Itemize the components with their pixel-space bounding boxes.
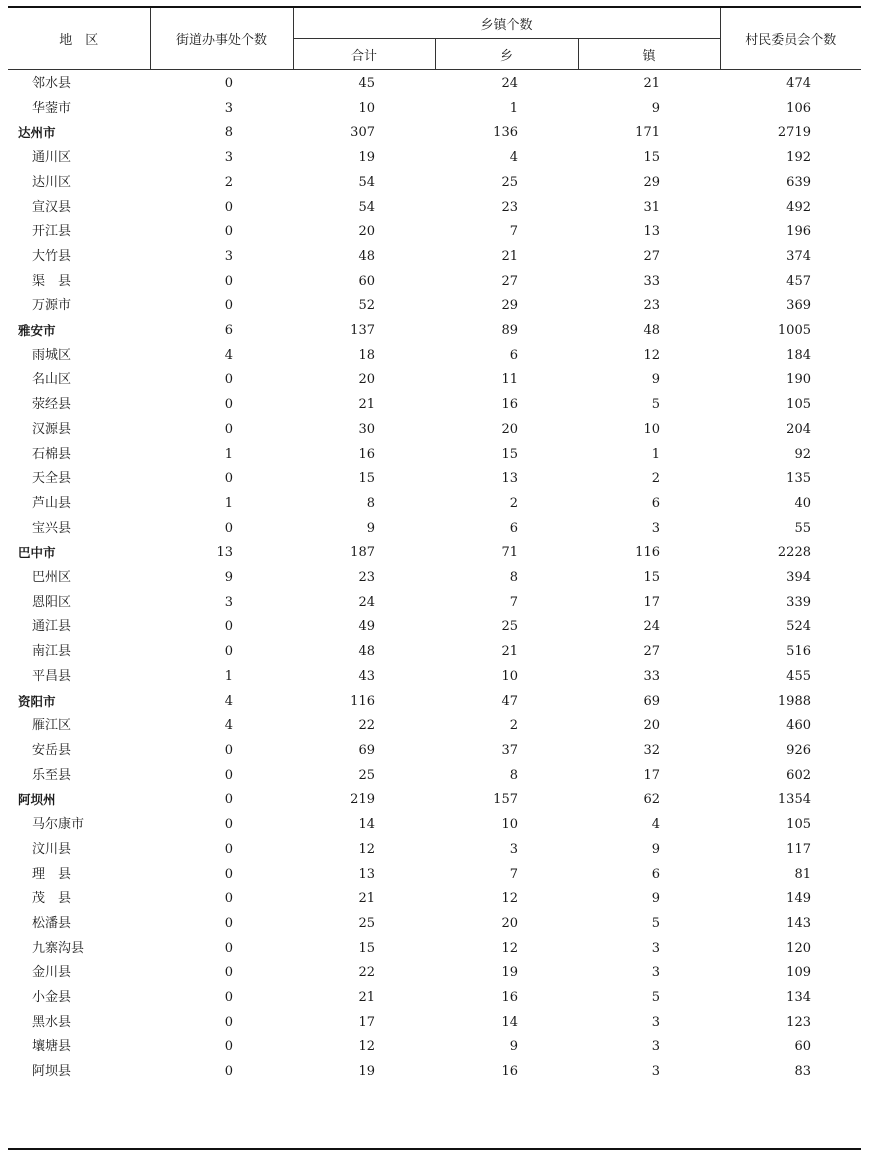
table-row xyxy=(8,615,861,640)
cell-street-offices: 0 xyxy=(224,298,233,314)
cell-townships-total: 16 xyxy=(358,446,375,462)
cell-townships-total: 48 xyxy=(358,644,375,660)
cell-street-offices: 0 xyxy=(224,866,233,882)
cell-xiang: 47 xyxy=(501,693,518,709)
cell-townships-total: 21 xyxy=(358,397,375,413)
cell-zhen: 9 xyxy=(651,891,660,907)
cell-village-committees: 55 xyxy=(794,520,811,536)
cell-region: 资阳市 xyxy=(18,693,56,709)
cell-village-committees: 602 xyxy=(786,767,811,783)
cell-townships-total: 15 xyxy=(358,940,375,956)
cell-townships-total: 8 xyxy=(366,495,375,511)
cell-village-committees: 83 xyxy=(794,1064,811,1080)
cell-zhen: 4 xyxy=(651,817,660,833)
cell-townships-total: 30 xyxy=(358,421,375,437)
cell-townships-total: 15 xyxy=(358,471,375,487)
cell-townships-total: 54 xyxy=(358,199,375,215)
table-row xyxy=(8,1060,861,1085)
cell-village-committees: 369 xyxy=(786,298,811,314)
table-row xyxy=(8,270,861,295)
cell-region: 渠 县 xyxy=(32,273,72,289)
cell-region: 通川区 xyxy=(32,150,72,166)
cell-region: 荥经县 xyxy=(32,397,72,413)
cell-region: 南江县 xyxy=(32,644,72,660)
cell-zhen: 5 xyxy=(651,397,660,413)
cell-xiang: 7 xyxy=(509,866,518,882)
cell-region: 万源市 xyxy=(32,298,72,314)
cell-street-offices: 3 xyxy=(224,150,233,166)
cell-village-committees: 92 xyxy=(794,446,811,462)
table-row xyxy=(8,171,861,196)
cell-street-offices: 0 xyxy=(224,891,233,907)
cell-zhen: 3 xyxy=(651,1039,660,1055)
cell-region: 通江县 xyxy=(32,619,72,635)
cell-zhen: 171 xyxy=(635,125,660,141)
cell-region: 天全县 xyxy=(32,471,72,487)
cell-zhen: 21 xyxy=(643,76,660,91)
cell-zhen: 17 xyxy=(643,767,660,783)
table-row xyxy=(8,393,861,418)
cell-street-offices: 0 xyxy=(224,644,233,660)
cell-region: 松潘县 xyxy=(32,915,72,931)
cell-townships-total: 22 xyxy=(358,718,375,734)
cell-xiang: 8 xyxy=(509,767,518,783)
table-row xyxy=(8,764,861,789)
cell-xiang: 16 xyxy=(501,990,518,1006)
cell-street-offices: 0 xyxy=(224,273,233,289)
cell-village-committees: 516 xyxy=(786,644,811,660)
cell-village-committees: 105 xyxy=(786,397,811,413)
cell-townships-total: 18 xyxy=(358,347,375,363)
cell-street-offices: 0 xyxy=(224,792,233,808)
cell-townships-total: 21 xyxy=(358,990,375,1006)
cell-xiang: 21 xyxy=(501,248,518,264)
table-row xyxy=(8,690,861,715)
cell-zhen: 10 xyxy=(643,421,660,437)
table-row xyxy=(8,492,861,517)
cell-village-committees: 117 xyxy=(786,841,811,857)
cell-village-committees: 143 xyxy=(786,915,811,931)
cell-zhen: 32 xyxy=(643,742,660,758)
table-row xyxy=(8,443,861,468)
cell-xiang: 29 xyxy=(501,298,518,314)
cell-townships-total: 14 xyxy=(358,817,375,833)
header-village-committees: 村民委员会个数 xyxy=(720,7,861,70)
cell-xiang: 12 xyxy=(501,891,518,907)
cell-xiang: 12 xyxy=(501,940,518,956)
table-row xyxy=(8,739,861,764)
bottom-rule xyxy=(8,1148,861,1150)
cell-townships-total: 45 xyxy=(358,76,375,91)
cell-xiang: 19 xyxy=(501,965,518,981)
header-total: 合计 xyxy=(293,39,435,70)
table-row xyxy=(8,368,861,393)
table-row xyxy=(8,566,861,591)
cell-village-committees: 106 xyxy=(786,100,811,116)
cell-townships-total: 52 xyxy=(358,298,375,314)
cell-village-committees: 204 xyxy=(786,421,811,437)
cell-region: 雅安市 xyxy=(18,323,56,339)
cell-zhen: 29 xyxy=(643,174,660,190)
statistics-table xyxy=(8,6,861,1085)
cell-xiang: 16 xyxy=(501,1064,518,1080)
cell-region: 达川区 xyxy=(32,174,72,190)
cell-townships-total: 12 xyxy=(358,1039,375,1055)
cell-zhen: 9 xyxy=(651,100,660,116)
cell-region: 平昌县 xyxy=(32,668,72,684)
cell-xiang: 157 xyxy=(493,792,518,808)
cell-townships-total: 69 xyxy=(358,742,375,758)
header-zhen: 镇 xyxy=(578,39,720,70)
cell-townships-total: 137 xyxy=(350,323,375,339)
table-row xyxy=(8,344,861,369)
table-row xyxy=(8,220,861,245)
table-row xyxy=(8,863,861,888)
cell-region: 石棉县 xyxy=(32,446,72,462)
cell-zhen: 3 xyxy=(651,1064,660,1080)
cell-zhen: 12 xyxy=(643,347,660,363)
cell-region: 安岳县 xyxy=(32,742,72,758)
cell-xiang: 136 xyxy=(493,125,518,141)
cell-region: 理 县 xyxy=(32,866,72,882)
cell-street-offices: 0 xyxy=(224,915,233,931)
cell-zhen: 5 xyxy=(651,990,660,1006)
cell-zhen: 27 xyxy=(643,644,660,660)
cell-street-offices: 0 xyxy=(224,1064,233,1080)
cell-xiang: 13 xyxy=(501,471,518,487)
cell-street-offices: 0 xyxy=(224,421,233,437)
table-row xyxy=(8,640,861,665)
header-street-offices: 街道办事处个数 xyxy=(150,7,293,70)
cell-zhen: 23 xyxy=(643,298,660,314)
cell-village-committees: 457 xyxy=(786,273,811,289)
cell-street-offices: 0 xyxy=(224,841,233,857)
cell-xiang: 7 xyxy=(509,224,518,240)
cell-zhen: 9 xyxy=(651,372,660,388)
cell-village-committees: 135 xyxy=(786,471,811,487)
cell-xiang: 15 xyxy=(501,446,518,462)
table-row xyxy=(8,196,861,221)
cell-village-committees: 105 xyxy=(786,817,811,833)
cell-townships-total: 24 xyxy=(358,594,375,610)
cell-townships-total: 48 xyxy=(358,248,375,264)
cell-zhen: 9 xyxy=(651,841,660,857)
cell-xiang: 4 xyxy=(509,150,518,166)
cell-townships-total: 13 xyxy=(358,866,375,882)
cell-street-offices: 0 xyxy=(224,817,233,833)
cell-townships-total: 25 xyxy=(358,915,375,931)
table-row xyxy=(8,912,861,937)
cell-zhen: 24 xyxy=(643,619,660,635)
cell-townships-total: 19 xyxy=(358,1064,375,1080)
table-row xyxy=(8,591,861,616)
cell-townships-total: 20 xyxy=(358,224,375,240)
cell-village-committees: 2228 xyxy=(777,545,811,561)
cell-village-committees: 196 xyxy=(786,224,811,240)
cell-xiang: 23 xyxy=(501,199,518,215)
cell-zhen: 17 xyxy=(643,594,660,610)
cell-village-committees: 192 xyxy=(786,150,811,166)
cell-townships-total: 187 xyxy=(350,545,375,561)
cell-townships-total: 12 xyxy=(358,841,375,857)
cell-village-committees: 184 xyxy=(786,347,811,363)
cell-street-offices: 0 xyxy=(224,520,233,536)
cell-region: 马尔康市 xyxy=(32,817,85,833)
cell-region: 茂 县 xyxy=(32,891,72,907)
cell-zhen: 3 xyxy=(651,940,660,956)
cell-street-offices: 0 xyxy=(224,199,233,215)
cell-zhen: 3 xyxy=(651,520,660,536)
table-row xyxy=(8,121,861,146)
cell-village-committees: 190 xyxy=(786,372,811,388)
cell-village-committees: 474 xyxy=(786,76,811,91)
cell-xiang: 16 xyxy=(501,397,518,413)
cell-zhen: 3 xyxy=(651,1014,660,1030)
cell-xiang: 71 xyxy=(501,545,518,561)
cell-region: 宣汉县 xyxy=(32,199,72,215)
table-row xyxy=(8,714,861,739)
cell-street-offices: 6 xyxy=(224,323,233,339)
cell-village-committees: 81 xyxy=(794,866,811,882)
cell-zhen: 69 xyxy=(643,693,660,709)
cell-region: 壤塘县 xyxy=(32,1039,72,1055)
cell-region: 巴州区 xyxy=(32,570,72,586)
cell-townships-total: 60 xyxy=(358,273,375,289)
cell-townships-total: 20 xyxy=(358,372,375,388)
cell-zhen: 48 xyxy=(643,323,660,339)
table-body xyxy=(8,70,861,1085)
cell-zhen: 31 xyxy=(643,199,660,215)
cell-street-offices: 1 xyxy=(224,446,233,462)
table-row xyxy=(8,1011,861,1036)
cell-xiang: 37 xyxy=(501,742,518,758)
table-row xyxy=(8,813,861,838)
cell-region: 名山区 xyxy=(32,372,72,388)
cell-zhen: 2 xyxy=(651,471,660,487)
cell-region: 恩阳区 xyxy=(32,594,72,610)
table-row xyxy=(8,245,861,270)
cell-region: 阿坝州 xyxy=(18,792,56,808)
cell-zhen: 5 xyxy=(651,915,660,931)
cell-xiang: 3 xyxy=(509,841,518,857)
cell-village-committees: 40 xyxy=(794,495,811,511)
cell-village-committees: 60 xyxy=(794,1039,811,1055)
cell-street-offices: 0 xyxy=(224,397,233,413)
cell-street-offices: 3 xyxy=(224,594,233,610)
cell-village-committees: 339 xyxy=(786,594,811,610)
cell-zhen: 15 xyxy=(643,570,660,586)
cell-street-offices: 1 xyxy=(224,668,233,684)
cell-xiang: 11 xyxy=(501,372,518,388)
cell-zhen: 33 xyxy=(643,668,660,684)
table-row xyxy=(8,937,861,962)
cell-zhen: 116 xyxy=(635,545,660,561)
cell-xiang: 25 xyxy=(501,619,518,635)
cell-region: 巴中市 xyxy=(18,545,56,561)
cell-village-committees: 524 xyxy=(786,619,811,635)
cell-townships-total: 9 xyxy=(366,520,375,536)
cell-xiang: 6 xyxy=(509,347,518,363)
cell-street-offices: 4 xyxy=(224,693,233,709)
cell-street-offices: 4 xyxy=(224,718,233,734)
cell-village-committees: 492 xyxy=(786,199,811,215)
cell-street-offices: 0 xyxy=(224,372,233,388)
cell-street-offices: 9 xyxy=(224,570,233,586)
cell-village-committees: 1988 xyxy=(777,693,811,709)
cell-street-offices: 0 xyxy=(224,990,233,1006)
cell-village-committees: 2719 xyxy=(777,125,811,141)
table-row xyxy=(8,838,861,863)
cell-zhen: 3 xyxy=(651,965,660,981)
cell-zhen: 20 xyxy=(643,718,660,734)
cell-xiang: 89 xyxy=(501,323,518,339)
table-row xyxy=(8,887,861,912)
cell-street-offices: 0 xyxy=(224,965,233,981)
cell-village-committees: 109 xyxy=(786,965,811,981)
cell-village-committees: 926 xyxy=(786,742,811,758)
table-row xyxy=(8,319,861,344)
cell-xiang: 24 xyxy=(501,76,518,91)
cell-village-committees: 1005 xyxy=(777,323,811,339)
cell-village-committees: 149 xyxy=(786,891,811,907)
cell-zhen: 13 xyxy=(643,224,660,240)
cell-street-offices: 0 xyxy=(224,1014,233,1030)
cell-xiang: 25 xyxy=(501,174,518,190)
table-row xyxy=(8,97,861,122)
cell-street-offices: 0 xyxy=(224,76,233,91)
cell-xiang: 7 xyxy=(509,594,518,610)
cell-region: 汶川县 xyxy=(32,841,72,857)
header-xiang: 乡 xyxy=(435,39,578,70)
cell-region: 达州市 xyxy=(18,125,56,141)
cell-street-offices: 8 xyxy=(224,125,233,141)
cell-region: 雁江区 xyxy=(32,718,72,734)
cell-street-offices: 0 xyxy=(224,940,233,956)
cell-village-committees: 134 xyxy=(786,990,811,1006)
table-row xyxy=(8,788,861,813)
table-row xyxy=(8,146,861,171)
cell-townships-total: 23 xyxy=(358,570,375,586)
cell-region: 大竹县 xyxy=(32,248,72,264)
cell-xiang: 2 xyxy=(509,495,518,511)
cell-zhen: 6 xyxy=(651,866,660,882)
cell-village-committees: 374 xyxy=(786,248,811,264)
cell-xiang: 10 xyxy=(501,668,518,684)
header-region: 地 区 xyxy=(8,7,150,70)
cell-street-offices: 2 xyxy=(224,174,233,190)
cell-village-committees: 455 xyxy=(786,668,811,684)
cell-townships-total: 22 xyxy=(358,965,375,981)
cell-village-committees: 1354 xyxy=(777,792,811,808)
cell-zhen: 27 xyxy=(643,248,660,264)
cell-xiang: 10 xyxy=(501,817,518,833)
cell-xiang: 20 xyxy=(501,421,518,437)
cell-xiang: 1 xyxy=(509,100,518,116)
cell-region: 乐至县 xyxy=(32,767,72,783)
cell-xiang: 6 xyxy=(509,520,518,536)
cell-region: 黑水县 xyxy=(32,1014,72,1030)
cell-region: 邻水县 xyxy=(32,76,72,91)
cell-street-offices: 4 xyxy=(224,347,233,363)
cell-xiang: 21 xyxy=(501,644,518,660)
cell-street-offices: 0 xyxy=(224,224,233,240)
cell-street-offices: 0 xyxy=(224,619,233,635)
cell-village-committees: 120 xyxy=(786,940,811,956)
cell-region: 开江县 xyxy=(32,224,72,240)
table-row xyxy=(8,467,861,492)
cell-townships-total: 219 xyxy=(350,792,375,808)
table-header xyxy=(8,7,861,70)
cell-townships-total: 116 xyxy=(350,693,375,709)
cell-street-offices: 0 xyxy=(224,1039,233,1055)
table-row xyxy=(8,1035,861,1060)
cell-region: 小金县 xyxy=(32,990,72,1006)
cell-townships-total: 307 xyxy=(350,125,375,141)
header-townships: 乡镇个数 xyxy=(293,7,720,39)
cell-zhen: 62 xyxy=(643,792,660,808)
cell-village-committees: 394 xyxy=(786,570,811,586)
cell-townships-total: 25 xyxy=(358,767,375,783)
cell-region: 九寨沟县 xyxy=(32,940,85,956)
cell-xiang: 8 xyxy=(509,570,518,586)
cell-townships-total: 17 xyxy=(358,1014,375,1030)
cell-townships-total: 19 xyxy=(358,150,375,166)
cell-xiang: 27 xyxy=(501,273,518,289)
cell-village-committees: 639 xyxy=(786,174,811,190)
cell-xiang: 9 xyxy=(509,1039,518,1055)
cell-townships-total: 21 xyxy=(358,891,375,907)
cell-region: 雨城区 xyxy=(32,347,72,363)
cell-street-offices: 0 xyxy=(224,767,233,783)
table-row xyxy=(8,517,861,542)
cell-village-committees: 460 xyxy=(786,718,811,734)
cell-village-committees: 123 xyxy=(786,1014,811,1030)
cell-street-offices: 0 xyxy=(224,742,233,758)
cell-townships-total: 43 xyxy=(358,668,375,684)
cell-xiang: 14 xyxy=(501,1014,518,1030)
cell-zhen: 15 xyxy=(643,150,660,166)
cell-zhen: 1 xyxy=(651,446,660,462)
cell-region: 阿坝县 xyxy=(32,1064,72,1080)
cell-street-offices: 13 xyxy=(216,545,233,561)
cell-region: 金川县 xyxy=(32,965,72,981)
cell-townships-total: 54 xyxy=(358,174,375,190)
cell-zhen: 33 xyxy=(643,273,660,289)
cell-region: 汉源县 xyxy=(32,421,72,437)
cell-region: 宝兴县 xyxy=(32,520,72,536)
table-row xyxy=(8,70,861,97)
cell-region: 芦山县 xyxy=(32,495,72,511)
cell-street-offices: 1 xyxy=(224,495,233,511)
table-row xyxy=(8,986,861,1011)
table-row xyxy=(8,665,861,690)
table-row xyxy=(8,294,861,319)
cell-xiang: 20 xyxy=(501,915,518,931)
cell-townships-total: 49 xyxy=(358,619,375,635)
cell-zhen: 6 xyxy=(651,495,660,511)
cell-street-offices: 3 xyxy=(224,100,233,116)
table-row xyxy=(8,961,861,986)
cell-region: 华蓥市 xyxy=(32,100,72,116)
cell-street-offices: 0 xyxy=(224,471,233,487)
cell-street-offices: 3 xyxy=(224,248,233,264)
table-row xyxy=(8,541,861,566)
table-row xyxy=(8,418,861,443)
cell-xiang: 2 xyxy=(509,718,518,734)
cell-townships-total: 10 xyxy=(358,100,375,116)
